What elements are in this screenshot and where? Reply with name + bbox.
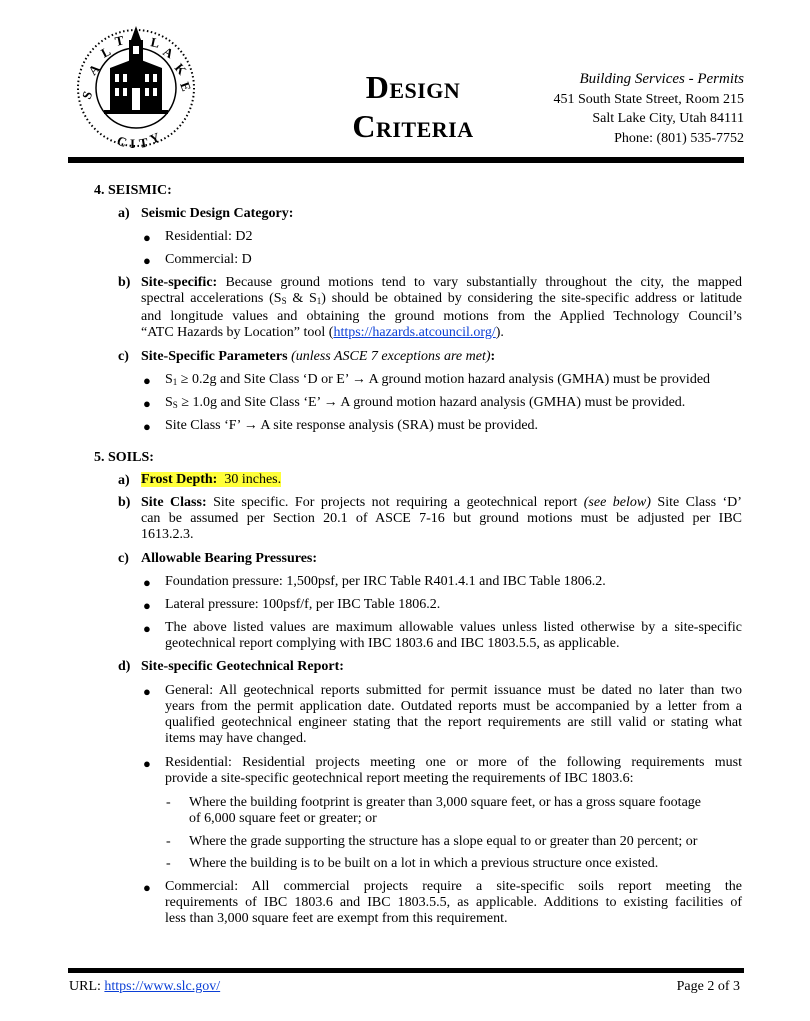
seismic-c-label: c) xyxy=(118,349,129,364)
svg-text:L: L xyxy=(149,34,161,51)
previous-structure-requirement: Where the building is to be built on a lot in which a previous structure once existed. xyxy=(189,856,659,871)
frost-depth-title: Frost Depth: xyxy=(141,472,218,487)
site-class-line-1c: Site Class ‘D’ xyxy=(657,495,742,510)
general-paragraph xyxy=(165,683,742,747)
address-line-2: Salt Lake City, Utah 84111 xyxy=(592,111,744,126)
residential-paragraph xyxy=(165,755,742,787)
dash-marker: - xyxy=(166,856,171,871)
bearing-note-line-2: geotechnical report complying with IBC 1803.6 and IBC 1803.5.5, as applicable. xyxy=(165,636,620,651)
parameter-ss: $S_S \ge 1.0g$ and Site Class ‘E’ → A ground motion hazard analysis (GMHA) must be provided. xyxy=(165,395,686,410)
dash-marker: - xyxy=(166,795,171,810)
bullet-icon: ● xyxy=(143,621,151,636)
contact-block xyxy=(553,70,744,148)
svg-text:A: A xyxy=(160,43,177,62)
svg-text:C: C xyxy=(114,132,129,151)
lateral-pressure: Lateral pressure: 100psf/f, per IBC Table 1806.2. xyxy=(165,597,441,612)
soils-d-label: d) xyxy=(118,659,131,674)
commercial-paragraph xyxy=(165,879,742,927)
soils-b-label: b) xyxy=(118,495,131,510)
bullet-icon: ● xyxy=(143,575,151,590)
general-line-3: qualified geotechnical engineer stating that the report requirements are still valid or stating what xyxy=(165,715,742,730)
footer-rule xyxy=(68,968,744,973)
bullet-icon: ● xyxy=(143,253,151,268)
footer-url xyxy=(69,979,220,995)
bullet-icon: ● xyxy=(143,756,151,771)
commercial-line-2: requirements of IBC 1803.6 and IBC 1803.5.5, as applicable. Additions to existing facilities of xyxy=(165,895,742,910)
general-line-2: years from the permit application date. Outdated reports must be accompanied by a letter from a xyxy=(165,699,742,714)
site-specific-line-2b: & S xyxy=(286,291,317,306)
seismic-residential: Residential: D2 xyxy=(165,229,253,244)
general-line-4: items may have changed. xyxy=(165,731,307,746)
title-line-1: Design xyxy=(365,69,461,105)
bullet-icon: ● xyxy=(143,373,151,388)
seismic-commercial: Commercial: D xyxy=(165,252,252,267)
section-soils-heading: 5. SOILS: xyxy=(94,450,154,465)
commercial-line-1: Commercial: All commercial projects require a site-specific soils report meeting the xyxy=(165,879,742,894)
bearing-note-line-1: The above listed values are maximum allowable values unless listed otherwise by a site-specific xyxy=(165,620,742,635)
document-header xyxy=(0,0,810,170)
site-specific-title: Site-specific: xyxy=(141,275,218,290)
site-specific-line-2c: ) should be obtained by considering the site-specific address or latitude xyxy=(321,291,742,306)
seismic-design-category-title: Seismic Design Category: xyxy=(141,206,294,221)
svg-text:T: T xyxy=(137,134,150,151)
site-class-paragraph xyxy=(141,495,742,543)
footer-url-label: URL: xyxy=(69,979,101,994)
page-number: Page 2 of 3 xyxy=(676,979,740,994)
frost-depth-value: 30 inches. xyxy=(224,472,282,487)
svg-text:S: S xyxy=(78,89,96,102)
site-specific-line-1: Because ground motions tend to vary substantially throughout the city, the mapped xyxy=(225,275,742,290)
site-class-line-2: can be assumed per Section 20.1 of ASCE 7-16 but ground motions must be adjusted per IBC xyxy=(141,511,742,526)
soils-c-label: c) xyxy=(118,551,129,566)
site-class-line-1b: (see below) xyxy=(583,495,651,510)
footprint-line-1: Where the building footprint is greater than 3,000 square feet, or has a gross square footage xyxy=(189,795,701,810)
address-line-1: 451 South State Street, Room 215 xyxy=(553,91,744,107)
bullet-icon: ● xyxy=(143,230,151,245)
bearing-pressures-title: Allowable Bearing Pressures: xyxy=(141,551,318,566)
department-name: Building Services - Permits xyxy=(579,71,744,87)
bullet-icon: ● xyxy=(143,419,151,434)
slc-website-link[interactable]: https://www.slc.gov/ xyxy=(104,979,221,994)
header-rule xyxy=(68,157,744,163)
site-class-title: Site Class: xyxy=(141,495,207,510)
svg-text:Y: Y xyxy=(147,129,162,147)
seismic-a-label: a) xyxy=(118,206,130,221)
bearing-note xyxy=(165,620,742,652)
bullet-icon: ● xyxy=(143,598,151,613)
phone-number: Phone: (801) 535-7752 xyxy=(614,130,744,146)
salt-lake-city-seal-logo xyxy=(76,22,196,154)
title-line-2: Criteria xyxy=(352,108,474,144)
svg-text:T: T xyxy=(113,32,126,49)
site-specific-parameters-note: (unless ASCE 7 exceptions are met) xyxy=(291,349,491,364)
bullet-icon: ● xyxy=(143,396,151,411)
svg-text:L: L xyxy=(98,43,114,61)
site-specific-parameters-title: Site-Specific Parameters xyxy=(141,349,288,364)
site-specific-line-2a: spectral accelerations (S xyxy=(141,291,282,306)
parameter-ss-text: ≥ 1.0g and Site Class ‘E’ → A ground motion hazard analysis (GMHA) must be provided. xyxy=(181,395,686,410)
seismic-site-specific-paragraph: Site-specific: Because ground motions tend to vary substantially throughout the city, the mapped spectral accelerations ($S_S$ & $S_1$) should be obtained by considering the site-specific address or latitude and longitude values and obtaining the ground motions from the Applied Technology Council’s “ATC Hazards by Location” tool (https://hazards.atcouncil.org/). xyxy=(141,275,742,340)
document-title xyxy=(338,68,488,146)
site-class-line-3: 1613.2.3. xyxy=(141,527,194,542)
svg-text:I: I xyxy=(130,136,136,151)
parameter-s1: $S_1 \ge 0.2g$ and Site Class ‘D or E’ → A ground motion hazard analysis (GMHA) must be provided xyxy=(165,372,711,387)
site-specific-line-4b: ). xyxy=(495,325,504,340)
site-specific-parameters-heading: Site-Specific Parameters (unless ASCE 7 exceptions are met): xyxy=(141,349,496,364)
parameter-s1-text: ≥ 0.2g and Site Class ‘D or E’ → A ground motion hazard analysis (GMHA) must be provided xyxy=(180,372,711,387)
parameter-site-class-f: Site Class ‘F’ → A site response analysis (SRA) must be provided. xyxy=(165,418,539,433)
residential-line-2: provide a site-specific geotechnical report meeting the requirements of IBC 1803.6: xyxy=(165,771,634,786)
atc-hazards-link[interactable]: https://hazards.atcouncil.org/ xyxy=(333,325,496,340)
geotechnical-report-title: Site-specific Geotechnical Report: xyxy=(141,659,344,674)
dash-marker: - xyxy=(166,834,171,849)
section-seismic-heading: 4. SEISMIC: xyxy=(94,183,172,198)
foundation-pressure: Foundation pressure: 1,500psf, per IRC Table R401.4.1 and IBC Table 1806.2. xyxy=(165,574,606,589)
site-class-line-1a: Site specific. For projects not requiring a geotechnical report xyxy=(213,495,578,510)
slope-requirement: Where the grade supporting the structure has a slope equal to or greater than 20 percent; or xyxy=(189,834,698,849)
frost-depth xyxy=(141,472,281,488)
site-specific-line-4a: “ATC Hazards by Location” tool ( xyxy=(141,325,334,340)
residential-line-1: Residential: Residential projects meeting one or more of the following requirements must xyxy=(165,755,742,770)
bullet-icon: ● xyxy=(143,880,151,895)
svg-text:A: A xyxy=(85,60,103,79)
footprint-line-2: of 6,000 square feet or greater; or xyxy=(189,811,377,826)
commercial-line-3: less than 3,000 square feet are exempt from this requirement. xyxy=(165,911,508,926)
soils-a-label: a) xyxy=(118,473,130,488)
general-line-1: General: All geotechnical reports submitted for permit issuance must be dated no later than two xyxy=(165,683,742,698)
footprint-requirement xyxy=(189,795,742,827)
seismic-b-label: b) xyxy=(118,275,131,290)
site-specific-line-3: and longitude values and obtaining the ground motions from the Applied Technology Council’s xyxy=(141,309,742,324)
bullet-icon: ● xyxy=(143,684,151,699)
svg-text:K: K xyxy=(171,60,190,78)
svg-text:E: E xyxy=(177,79,195,94)
